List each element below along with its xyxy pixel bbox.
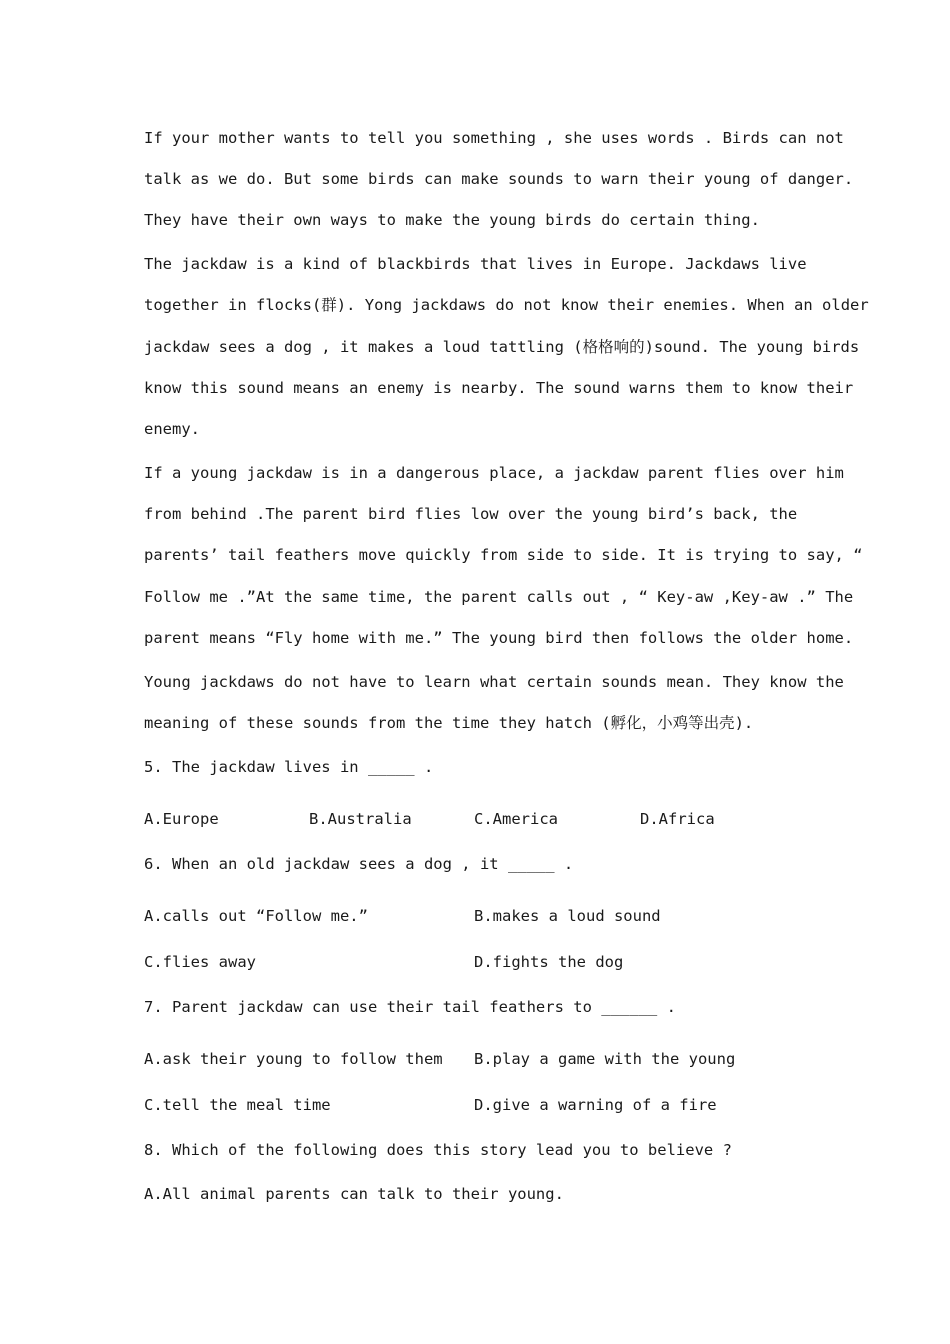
passage-line: parent means “Fly home with me.” The young bird then follows the older home.	[144, 629, 854, 647]
answer-option: A.All animal parents can talk to their young.	[144, 1185, 564, 1203]
question-stem: 5. The jackdaw lives in _____ .	[144, 758, 434, 776]
answer-option: A.ask their young to follow them	[144, 1050, 443, 1068]
passage-line: They have their own ways to make the young birds do certain thing.	[144, 211, 760, 229]
answer-option: B.makes a loud sound	[474, 907, 661, 925]
passage-line: know this sound means an enemy is nearby. The sound warns them to know their	[144, 379, 854, 397]
passage-line: enemy.	[144, 420, 200, 438]
answer-option: C.tell the meal time	[144, 1096, 331, 1114]
answer-option: B.Australia	[309, 810, 412, 828]
answer-option: A.calls out “Follow me.”	[144, 907, 368, 925]
answer-option: B.play a game with the young	[474, 1050, 736, 1068]
answer-option: D.Africa	[640, 810, 715, 828]
question-stem: 7. Parent jackdaw can use their tail feathers to ______ .	[144, 998, 676, 1016]
passage-line: If a young jackdaw is in a dangerous place, a jackdaw parent flies over him	[144, 464, 844, 482]
passage-line: meaning of these sounds from the time they hatch (孵化，小鸡等出壳).	[144, 714, 754, 732]
answer-option: A.Europe	[144, 810, 219, 828]
answer-option: C.flies away	[144, 953, 256, 971]
passage-line: Follow me .”At the same time, the parent calls out , “ Key-aw ,Key-aw .” The	[144, 588, 854, 606]
question-stem: 8. Which of the following does this story lead you to believe ?	[144, 1141, 732, 1159]
answer-option: C.America	[474, 810, 558, 828]
passage-line: together in flocks(群). Yong jackdaws do not know their enemies. When an older	[144, 296, 869, 314]
passage-line: jackdaw sees a dog , it makes a loud tattling (格格响的)sound. The young birds	[144, 338, 860, 356]
passage-line: from behind .The parent bird flies low over the young bird’s back, the	[144, 505, 798, 523]
passage-line: The jackdaw is a kind of blackbirds that lives in Europe. Jackdaws live	[144, 255, 807, 273]
answer-option: D.fights the dog	[474, 953, 624, 971]
passage-line: Young jackdaws do not have to learn what certain sounds mean. They know the	[144, 673, 844, 691]
answer-option: D.give a warning of a fire	[474, 1096, 717, 1114]
question-stem: 6. When an old jackdaw sees a dog , it _____ .	[144, 855, 574, 873]
passage-line: parents’ tail feathers move quickly from side to side. It is trying to say, “	[144, 546, 863, 564]
passage-line: talk as we do. But some birds can make sounds to warn their young of danger.	[144, 170, 854, 188]
passage-line: If your mother wants to tell you something , she uses words . Birds can not	[144, 129, 844, 147]
